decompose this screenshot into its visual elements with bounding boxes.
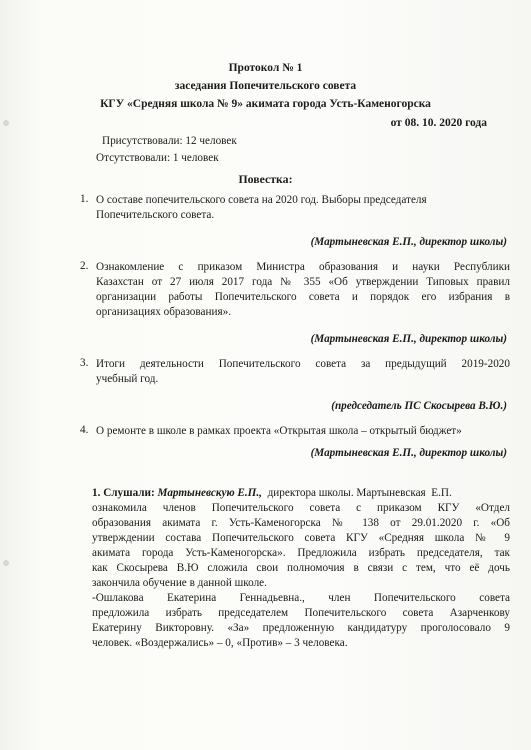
minutes-first-rest: директора школы. Мартыневская Е.П. [261, 487, 452, 499]
school-name: КГУ «Средняя школа № 9» акимата города Усть-Каменогорска [100, 98, 431, 110]
minutes-label: 1. Слушали: [92, 487, 155, 499]
agenda-title: Повестка: [238, 172, 293, 186]
minutes-line: как Скосырева В.Ю сложила свои полномочия в связи с тем, что её дочь [92, 562, 510, 574]
agenda-item-text: организациях образования». [96, 306, 232, 318]
minutes-line: Екатерину Викторовну. «За» предложенную кандидатуру проголосовало 9 [92, 622, 510, 634]
agenda-item-text: Казахстан от 27 июля 2017 года № 355 «Об утверждении Типовых правил [96, 276, 510, 288]
minutes-line: предложила избрать председателем Попечительского совета Азарченкову [92, 607, 510, 619]
minutes-line: человек. «Воздержались» – 0, «Против» – 3 человека. [92, 637, 348, 649]
agenda-item-responsible: (Мартыневская Е.П., директор школы) [310, 236, 507, 248]
agenda-item-text: организации работы Попечительского совета и порядок его избрания в [96, 291, 510, 303]
agenda-item-number: 3. [80, 357, 89, 369]
minutes-line: ознакомила членов Попечительского совета с приказом КГУ «Отдел [92, 502, 510, 514]
attendance-present: Присутствовали: 12 человек [102, 135, 237, 147]
minutes-line: -Ошлакова Екатерина Геннадьевна., член Попечительского совета [92, 592, 510, 604]
agenda-item-responsible: (Мартыневская Е.П., директор школы) [310, 333, 507, 345]
agenda-item-text: Итоги деятельности Попечительского совета за предыдущий 2019-2020 [96, 358, 510, 370]
agenda-item-number: 2. [80, 260, 89, 272]
protocol-title: Протокол № 1 [228, 62, 303, 74]
agenda-item-number: 1. [80, 193, 89, 205]
minutes-line: акимата города Усть-Каменогорска». Предложила избрать председателя, так [92, 547, 510, 559]
minutes-line: закончила обучение в данной школе. [92, 577, 267, 589]
agenda-item-text: Попечительского совета. [96, 209, 215, 221]
agenda-item-responsible: (Мартыневская Е.П., директор школы) [310, 447, 507, 459]
protocol-date: от 08. 10. 2020 года [390, 117, 487, 129]
agenda-item-number: 4. [80, 424, 89, 436]
minutes-line: образования акимата г. Усть-Каменогорска № 138 от 29.01.2020 г. «Об [92, 517, 510, 529]
agenda-item-text: О составе попечительского совета на 2020 год. Выборы председателя [96, 194, 427, 206]
agenda-item-responsible: (председатель ПС Скосырева В.Ю.) [331, 400, 507, 412]
minutes-line: утверждении состава Попечительского совета КГУ «Средняя школа № 9 [92, 532, 510, 544]
protocol-subtitle: заседания Попечительского совета [174, 80, 357, 92]
binding-hole [3, 560, 9, 566]
agenda-item-text: учебный год. [96, 373, 159, 385]
attendance-absent: Отсутствовали: 1 человек [96, 152, 219, 164]
minutes-speaker: Мартыневскую Е.П., [157, 487, 262, 499]
agenda-item-text: Ознакомление с приказом Министра образования и науки Республики [96, 261, 510, 273]
minutes-first-line [92, 486, 452, 501]
agenda-item-text: О ремонте в школе в рамках проекта «Открытая школа – открытый бюджет» [96, 425, 462, 437]
